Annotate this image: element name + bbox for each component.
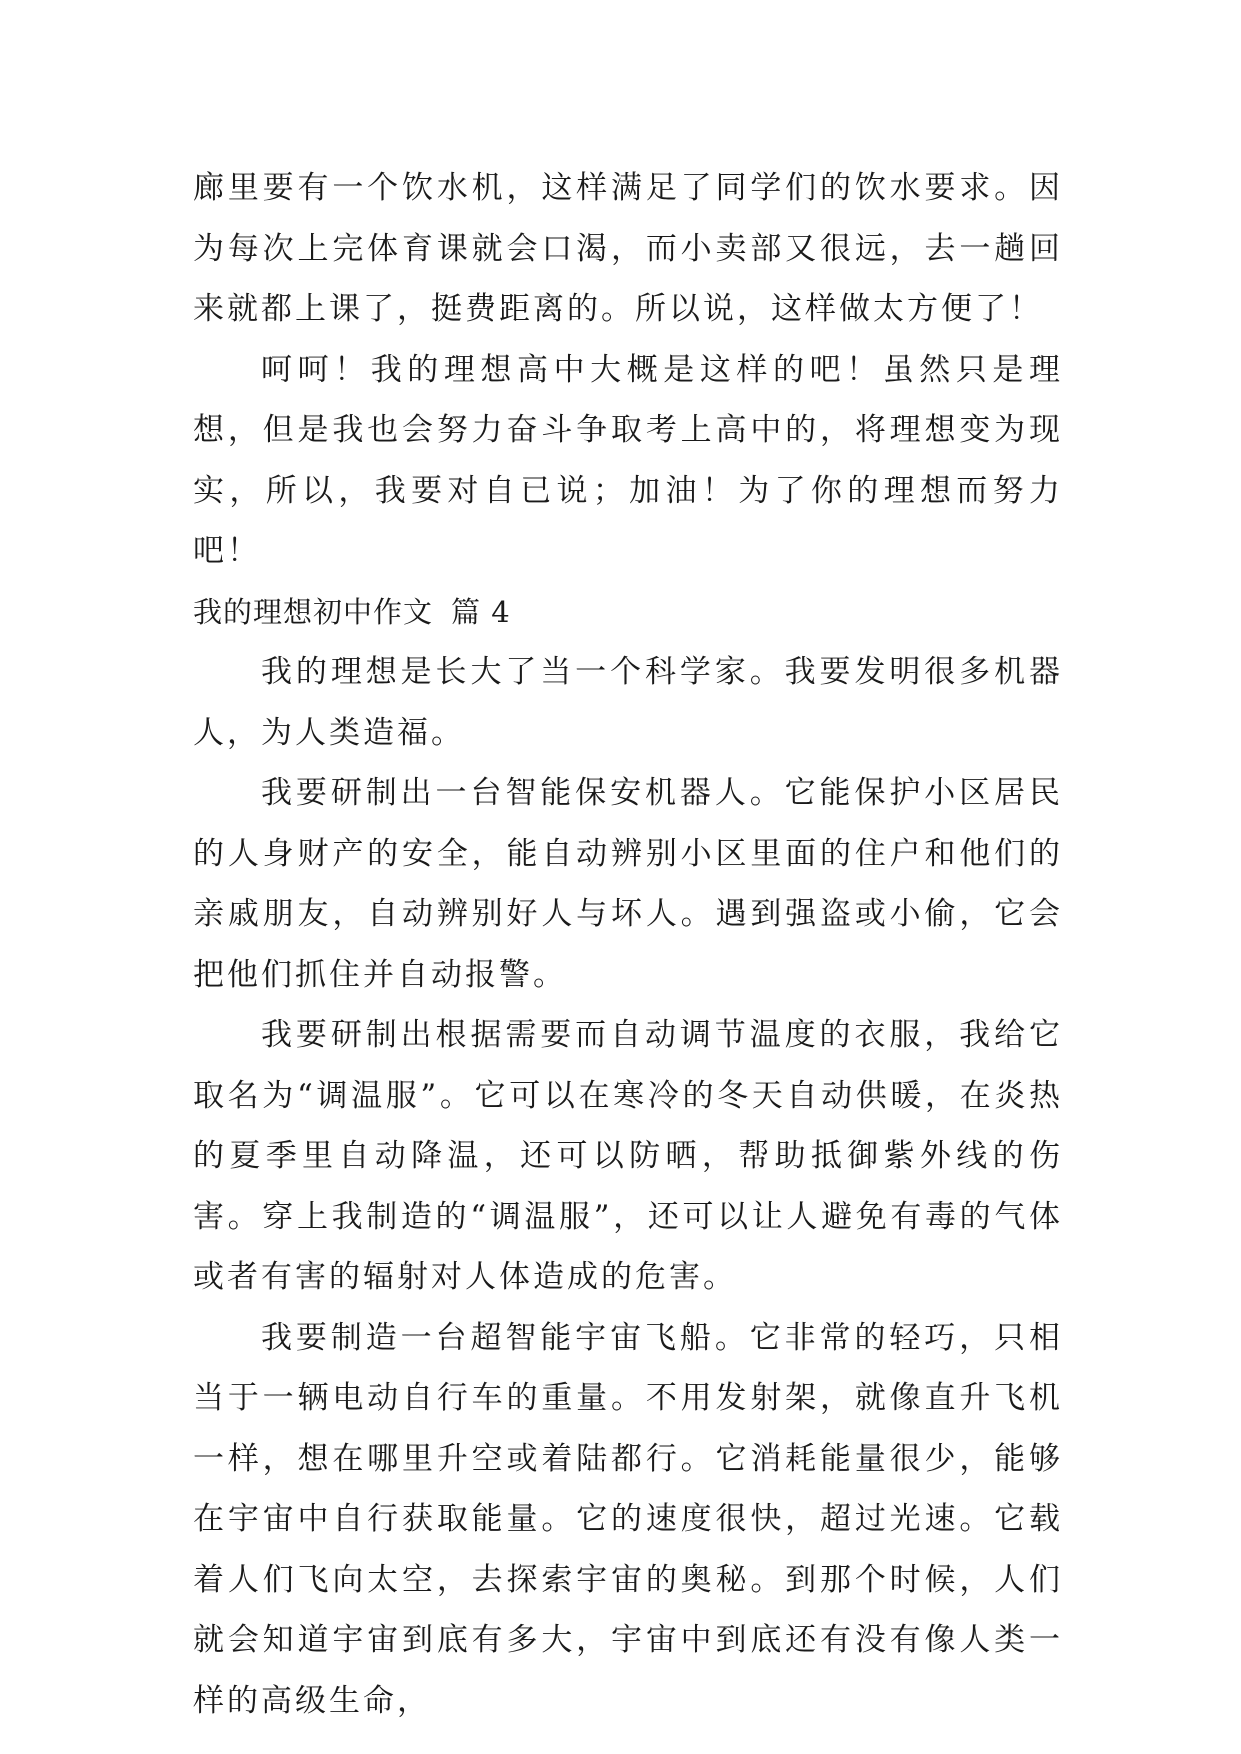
- paragraph-drinking-fountain: 廊里要有一个饮水机，这样满足了同学们的饮水要求。因为每次上完体育课就会口渴，而小卖部又很远，去一趟回来就都上课了，挺费距离的。所以说，这样做太方便了！: [193, 170, 1063, 327]
- section-number: 篇 4: [451, 594, 511, 629]
- section-title: 我的理想初中作文: [193, 594, 434, 629]
- paragraph-scientist: 我的理想是长大了当一个科学家。我要发明很多机器人，为人类造福。: [193, 654, 1063, 751]
- document-body: [193, 158, 1063, 1731]
- paragraph-security-robot: 我要研制出一台智能保安机器人。它能保护小区居民的人身财产的安全，能自动辨别小区里面的住户和他们的亲戚朋友，自动辨别好人与坏人。遇到强盗或小偷，它会把他们抓住并自动报警。: [193, 775, 1063, 993]
- section-heading: [193, 582, 1063, 643]
- paragraph-spaceship: 我要制造一台超智能宇宙飞船。它非常的轻巧，只相当于一辆电动自行车的重量。不用发射架，就像直升飞机一样，想在哪里升空或着陆都行。它消耗能量很少，能够在宇宙中自行获取能量。它的速度很快，超过光速。它载着人们飞向太空，去探索宇宙的奥秘。到那个时候，人们就会知道宇宙到底有多大，宇宙中到底还有没有像人类一样的高级生命，: [193, 1319, 1063, 1719]
- paragraph-ideal-high-school: 呵呵！我的理想高中大概是这样的吧！虽然只是理想，但是我也会努力奋斗争取考上高中的，将理想变为现实，所以，我要对自已说；加油！为了你的理想而努力吧！: [193, 351, 1063, 569]
- paragraph-temperature-clothes: 我要研制出根据需要而自动调节温度的衣服，我给它取名为“调温服”。它可以在寒冷的冬天自动供暖，在炎热的夏季里自动降温，还可以防晒，帮助抵御紫外线的伤害。穿上我制造的“调温服”，还可以让人避免有毒的气体或者有害的辐射对人体造成的危害。: [193, 1017, 1063, 1295]
